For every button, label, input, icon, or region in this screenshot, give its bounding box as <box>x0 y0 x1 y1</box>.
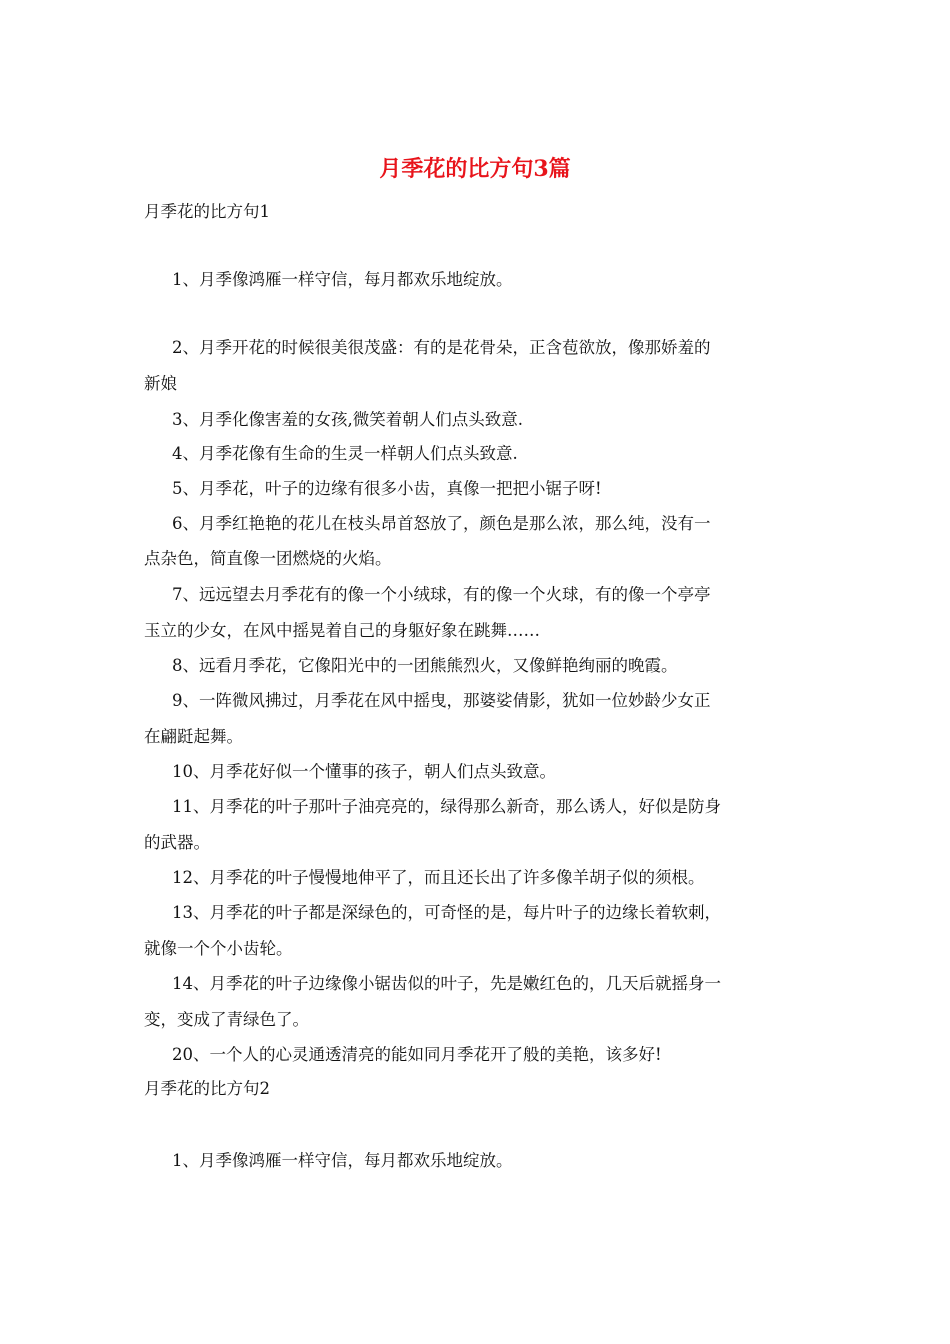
paragraph-line: 点杂色，简直像一团燃烧的火焰。 <box>144 549 392 568</box>
paragraph-line: 8、远看月季花，它像阳光中的一团熊熊烈火，又像鲜艳绚丽的晚霞。 <box>172 656 678 675</box>
document-title: 月季花的比方句3篇 <box>379 156 571 182</box>
paragraph-line: 6、月季红艳艳的花儿在枝头昂首怒放了，颜色是那么浓，那么纯，没有一 <box>172 514 711 533</box>
paragraph-line: 1、月季像鸿雁一样守信，每月都欢乐地绽放。 <box>172 1151 513 1170</box>
paragraph-line: 2、月季开花的时候很美很茂盛：有的是花骨朵，正含苞欲放，像那娇羞的 <box>172 338 711 357</box>
paragraph-line: 5、月季花，叶子的边缘有很多小齿，真像一把把小锯子呀! <box>172 479 602 498</box>
paragraph-line: 11、月季花的叶子那叶子油亮亮的，绿得那么新奇，那么诱人，好似是防身 <box>172 797 721 816</box>
paragraph-line: 玉立的少女，在风中摇晃着自己的身躯好象在跳舞…… <box>144 621 540 640</box>
paragraph-line: 新娘 <box>144 374 177 393</box>
paragraph-line: 20、一个人的心灵通透清亮的能如同月季花开了般的美艳，该多好! <box>172 1045 662 1064</box>
paragraph-line: 在翩跹起舞。 <box>144 727 243 746</box>
paragraph-line: 12、月季花的叶子慢慢地伸平了，而且还长出了许多像羊胡子似的须根。 <box>172 868 705 887</box>
paragraph-line: 14、月季花的叶子边缘像小锯齿似的叶子，先是嫩红色的，几天后就摇身一 <box>172 974 721 993</box>
section-heading-1: 月季花的比方句1 <box>144 202 270 221</box>
paragraph-line: 9、一阵微风拂过，月季花在风中摇曳，那婆娑倩影，犹如一位妙龄少女正 <box>172 691 711 710</box>
paragraph-line: 10、月季花好似一个懂事的孩子，朝人们点头致意。 <box>172 762 556 781</box>
paragraph-line: 13、月季花的叶子都是深绿色的，可奇怪的是，每片叶子的边缘长着软刺， <box>172 903 721 922</box>
paragraph-line: 4、月季花像有生命的生灵一样朝人们点头致意. <box>172 444 518 463</box>
paragraph-line: 变，变成了青绿色了。 <box>144 1010 309 1029</box>
paragraph-line: 3、月季化像害羞的女孩,微笑着朝人们点头致意. <box>172 410 523 429</box>
paragraph-line: 1、月季像鸿雁一样守信，每月都欢乐地绽放。 <box>172 270 513 289</box>
paragraph-line: 就像一个个小齿轮。 <box>144 939 293 958</box>
section-heading-2: 月季花的比方句2 <box>144 1079 270 1098</box>
paragraph-line: 的武器。 <box>144 833 210 852</box>
paragraph-line: 7、远远望去月季花有的像一个小绒球，有的像一个火球，有的像一个亭亭 <box>172 585 711 604</box>
